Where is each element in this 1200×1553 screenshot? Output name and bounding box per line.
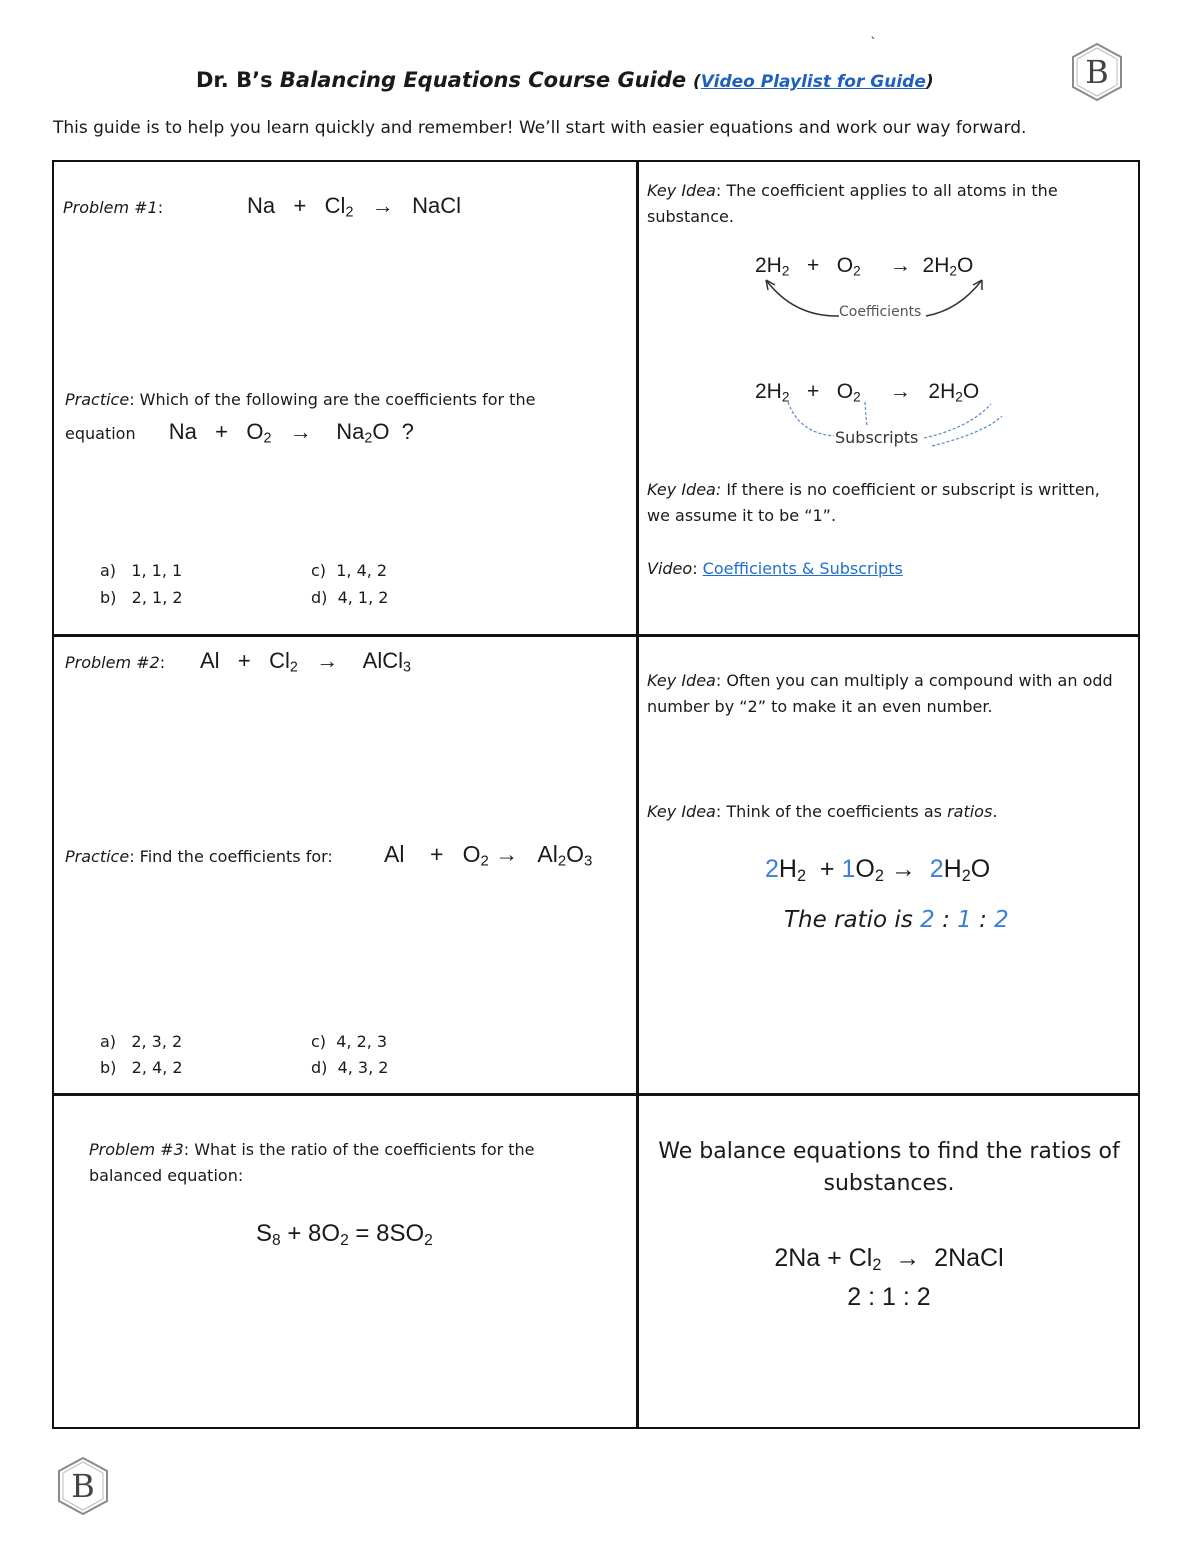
list-item[interactable]: d) 4, 3, 2 [311, 1058, 389, 1077]
problem1-equation: Na + $Cl_2$ → NaCl [247, 193, 461, 221]
page-title: Dr. B’s Balancing Equations Course Guide [196, 68, 687, 92]
list-item[interactable]: a) 2, 3, 2 [100, 1032, 183, 1051]
grid-vertical-divider [636, 162, 639, 1427]
keyidea1-second-text: Key Idea: If there is no coefficient or subscript is written, we assume it to be “1”. [647, 480, 1100, 525]
stray-mark: ` [870, 36, 877, 52]
keyidea2-text2: Key Idea: Think of the coefficients as ratios. [647, 802, 998, 821]
list-item[interactable]: b) 2, 1, 2 [100, 588, 183, 607]
keyidea1-video: Video: Coefficients & Subscripts [647, 559, 903, 578]
content-grid [52, 160, 1140, 1429]
intro-text: This guide is to help you learn quickly and remember! We’ll start with easier equations and work our way forward. [53, 118, 1027, 138]
coefficients-arrows-icon [754, 272, 1014, 332]
summary-ratio: 2 : 1 : 2 [847, 1283, 931, 1311]
problem3-text: Problem #3: What is the ratio of the coefficients for the balanced equation: [89, 1140, 535, 1185]
grid-divider-1 [54, 634, 1138, 637]
logo-bottom [56, 1456, 110, 1516]
list-item[interactable]: a) 1, 1, 1 [100, 561, 183, 580]
keyidea1-subs-equation: $2H_2$ + $O_2$ → $2H_2O$ [755, 380, 980, 405]
problem2-practice: Practice: Find the coefficients for: [65, 847, 333, 866]
problem3-equation: $S_8 + 8O_2 = 8SO_2$ [256, 1220, 433, 1249]
subscripts-label: Subscripts [835, 428, 919, 447]
problem2-label: Problem #2: [65, 653, 166, 672]
problem1-label: Problem #1: [63, 198, 164, 217]
problem2-practice-equation: Al + $O_2$ → $Al_2O_3$ [384, 841, 593, 870]
problem2-equation: Al + $Cl_2$ → AlCl$_3$ [200, 648, 411, 676]
video-playlist-link[interactable]: Video Playlist for Guide [700, 72, 926, 92]
keyidea2-text1: Key Idea: Often you can multiply a compound with an odd number by “2” to make it an even number. [647, 671, 1113, 716]
coefficients-label: Coefficients [839, 304, 922, 320]
summary-equation: $2Na + Cl_2$ → 2NaCl [774, 1244, 1004, 1275]
list-item[interactable]: d) 4, 1, 2 [311, 588, 389, 607]
playlist-link-wrapper: (Video Playlist for Guide) [693, 72, 934, 92]
logo-letter: B [71, 1467, 95, 1505]
problem1-practice-equation: Na + $O_2$ → $Na_2O$ ? [168, 419, 414, 447]
list-item[interactable]: b) 2, 4, 2 [100, 1058, 183, 1077]
logo-hexagon-icon [1070, 42, 1124, 102]
logo-top [1070, 42, 1124, 102]
ratio-statement: The ratio is 2 : 1 : 2 [784, 907, 1009, 933]
coefficients-subscripts-video-link[interactable]: Coefficients & Subscripts [702, 559, 903, 578]
keyidea1-coeff-equation: $2H_2$ + $O_2$ → $2H_2O$ [755, 254, 974, 279]
list-item[interactable]: c) 1, 4, 2 [311, 561, 388, 580]
logo-hexagon-icon [56, 1456, 110, 1516]
logo-letter: B [1085, 53, 1109, 91]
ratio-equation: $2H_2 + 1O_2 \to 2H_2O$ [765, 855, 991, 886]
summary-text: We balance equations to find the ratios of substances. [658, 1139, 1120, 1196]
grid-divider-2 [54, 1093, 1138, 1096]
problem1-practice: Practice: Which of the following are the coefficients for the equation Na + $O_2$ → $Na_2O$ ? [65, 390, 536, 447]
keyidea1-text: Key Idea: The coefficient applies to all atoms in the substance. [647, 181, 1058, 226]
list-item[interactable]: c) 4, 2, 3 [311, 1032, 388, 1051]
